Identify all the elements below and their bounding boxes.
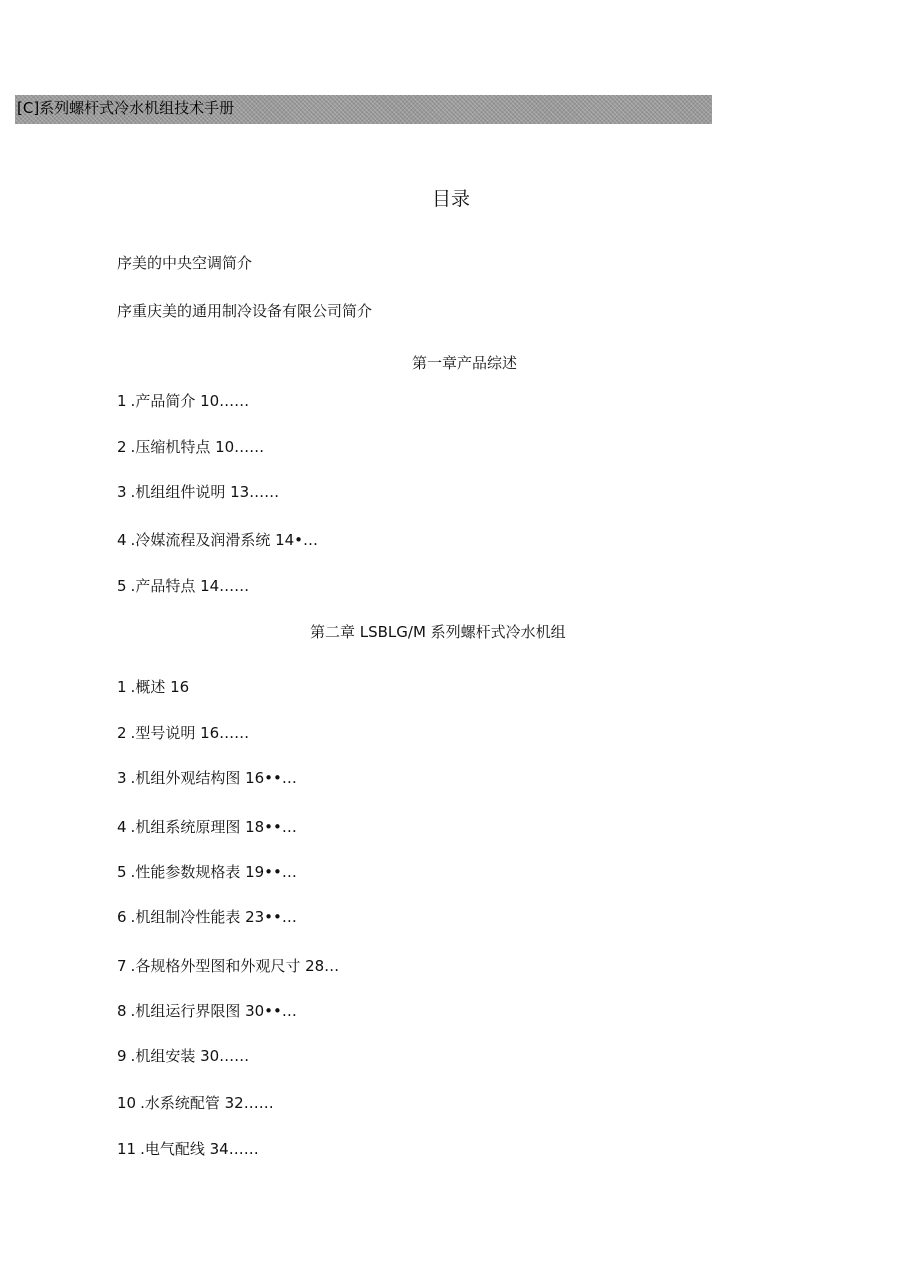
- toc-entry-label: .各规格外型图和外观尺寸 28…: [130, 957, 340, 975]
- toc-entry-label: .型号说明 16……: [130, 724, 250, 742]
- document-header-title: [C]系列螺杆式冷水机组技术手册: [17, 99, 235, 117]
- toc-entry-label: .电气配线 34……: [140, 1140, 259, 1158]
- toc-entry: [117, 1139, 259, 1159]
- toc-entry-number: 1: [117, 392, 127, 410]
- toc-chapter-1-title: 第一章产品综述: [412, 354, 518, 372]
- toc-title: 目录: [431, 188, 470, 210]
- toc-entry-label: .压缩机特点 10……: [130, 438, 265, 456]
- toc-entry: [117, 1046, 249, 1066]
- toc-entry: [117, 768, 297, 788]
- toc-chapter-2-title: 第二章 LSBLG/M 系列螺杆式冷水机组: [310, 623, 566, 641]
- toc-entry-label: .概述 16: [130, 678, 190, 696]
- toc-entry-number: 3: [117, 769, 127, 787]
- toc-entry: [117, 677, 189, 697]
- toc-entry: [117, 482, 279, 502]
- toc-entry-label: .机组运行界限图 30••…: [130, 1002, 297, 1020]
- toc-entry-label: .产品特点 14……: [130, 577, 250, 595]
- toc-preface-chongqing-midea: 序重庆美的通用制冷设备有限公司简介: [117, 302, 373, 320]
- toc-entry-label: .性能参数规格表 19••…: [130, 863, 297, 881]
- toc-entry: [117, 817, 297, 837]
- toc-entry-label: .产品简介 10……: [130, 392, 250, 410]
- toc-entry: [117, 862, 297, 882]
- toc-entry-number: 2: [117, 724, 127, 742]
- toc-entry: [117, 956, 339, 976]
- toc-entry-number: 4: [117, 818, 127, 836]
- toc-entry-number: 6: [117, 908, 127, 926]
- toc-entry: [117, 723, 249, 743]
- toc-entry: [117, 391, 249, 411]
- toc-entry-number: 2: [117, 438, 127, 456]
- toc-entry-number: 1: [117, 678, 127, 696]
- toc-entry-number: 4: [117, 531, 127, 549]
- toc-entry-number: 5: [117, 577, 127, 595]
- toc-entry-number: 5: [117, 863, 127, 881]
- toc-entry-label: .机组组件说明 13……: [130, 483, 280, 501]
- toc-entry: [117, 1093, 274, 1113]
- toc-entry-number: 3: [117, 483, 127, 501]
- toc-entry-label: .机组外观结构图 16••…: [130, 769, 297, 787]
- toc-entry: [117, 530, 318, 550]
- toc-entry-label: .机组系统原理图 18••…: [130, 818, 297, 836]
- toc-entry-label: .机组制冷性能表 23••…: [130, 908, 297, 926]
- toc-entry-label: .冷媒流程及润滑系统 14•…: [130, 531, 319, 549]
- toc-entry: [117, 1001, 297, 1021]
- toc-entry: [117, 437, 264, 457]
- toc-entry-label: .水系统配管 32……: [140, 1094, 274, 1112]
- toc-entry: [117, 576, 249, 596]
- toc-entry-number: 11: [117, 1140, 137, 1158]
- toc-entry-number: 10: [117, 1094, 137, 1112]
- toc-preface-midea-central-ac: 序美的中央空调简介: [117, 254, 253, 272]
- document-header-bar: [15, 95, 712, 124]
- toc-entry: [117, 907, 297, 927]
- toc-entry-number: 8: [117, 1002, 127, 1020]
- toc-entry-number: 7: [117, 957, 127, 975]
- toc-entry-label: .机组安装 30……: [130, 1047, 250, 1065]
- toc-entry-number: 9: [117, 1047, 127, 1065]
